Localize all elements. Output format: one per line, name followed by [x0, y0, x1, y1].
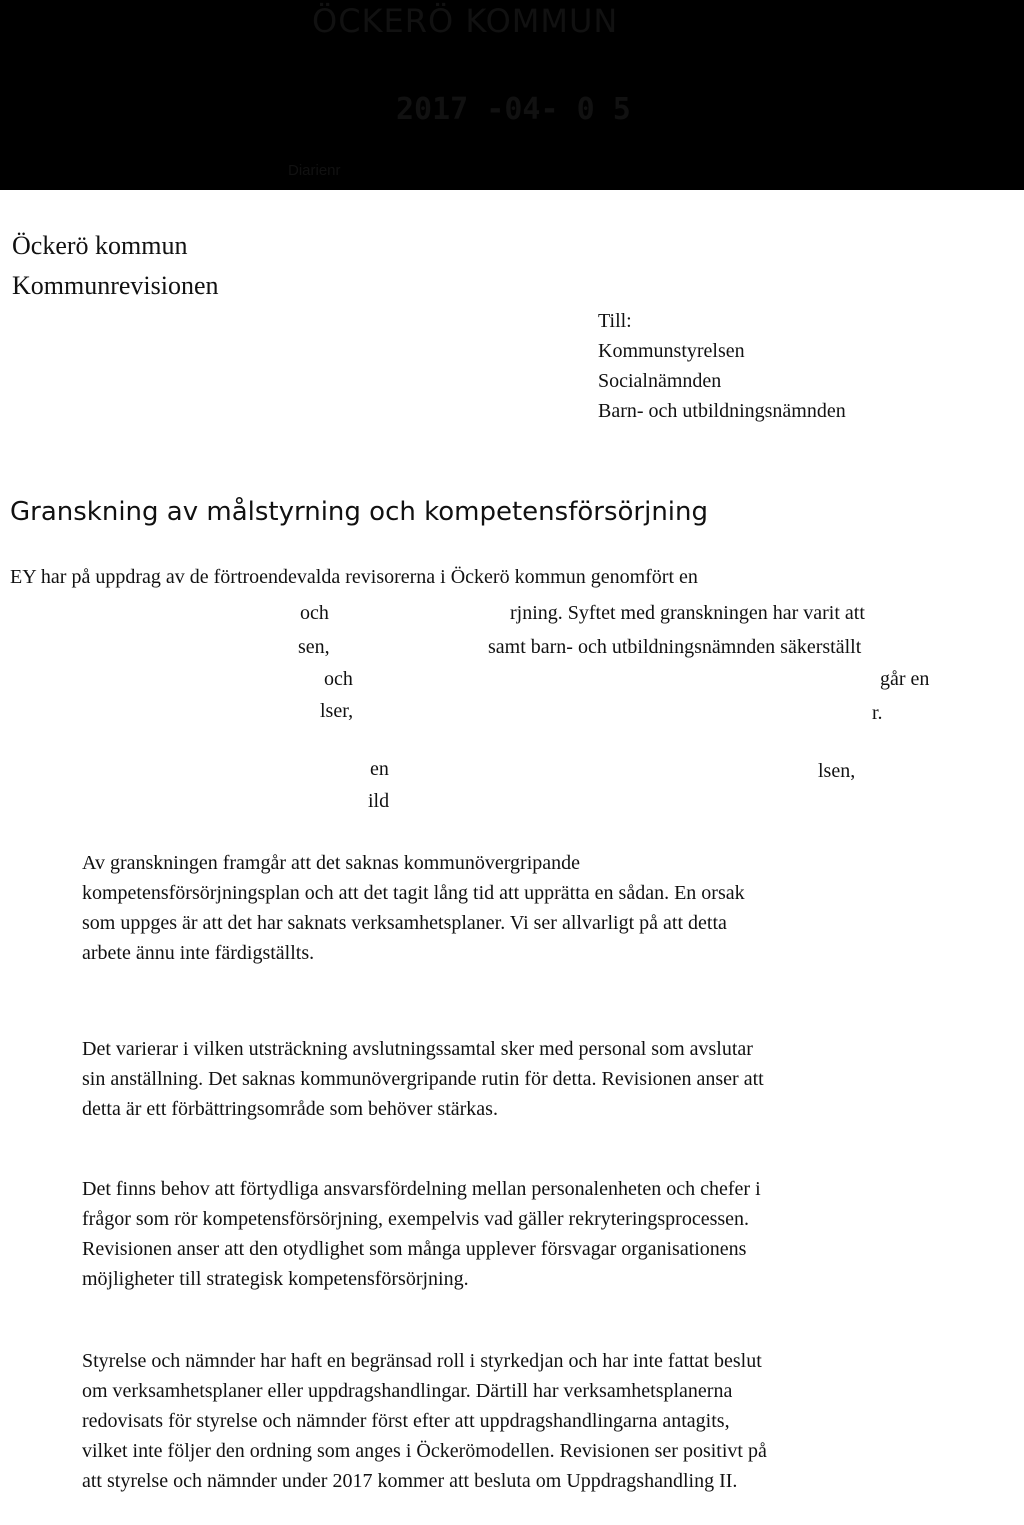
recipient-item: Kommunstyrelsen	[598, 340, 745, 362]
recipient-item: Socialnämnden	[598, 370, 722, 392]
recipient-label: Till:	[598, 310, 632, 332]
intro-fragment: samt barn- och utbildningsnämnden säkerställt	[488, 636, 862, 658]
paragraph-line: arbete ännu inte färdigställts.	[82, 942, 315, 964]
body-paragraph	[82, 1346, 1012, 1496]
paragraph-line: Revisionen anser att den otydlighet som många upplever försvagar organisationens	[82, 1238, 747, 1260]
paragraph-line: som uppges är att det har saknats verksamhetsplaner. Vi ser allvarligt på att detta	[82, 912, 727, 934]
paragraph-line: Styrelse och nämnder har haft en begränsad roll i styrkedjan och har inte fattat beslut	[82, 1350, 762, 1372]
paragraph-line: kompetensförsörjningsplan och att det tagit lång tid att upprätta en sådan. En orsak	[82, 882, 745, 904]
sender-block	[12, 226, 219, 306]
paragraph-line: Det finns behov att förtydliga ansvarsfördelning mellan personalenheten och chefer i	[82, 1178, 761, 1200]
body-paragraph	[82, 848, 1012, 968]
sender-line: Öckerö kommun	[12, 231, 188, 260]
intro-fragment: sen,	[298, 636, 330, 658]
paragraph-line: möjligheter till strategisk kompetensförsörjning.	[82, 1268, 469, 1290]
intro-fragment: och	[324, 668, 353, 690]
paragraph-line: Av granskningen framgår att det saknas kommunövergripande	[82, 852, 581, 874]
document-heading: Granskning av målstyrning och kompetensförsörjning	[10, 497, 709, 527]
intro-fragment: lsen,	[818, 760, 856, 782]
paragraph-line: Det varierar i vilken utsträckning avslutningssamtal sker med personal som avslutar	[82, 1038, 753, 1060]
intro-fragment: ild	[368, 790, 390, 812]
paragraph-line: redovisats för styrelse och nämnder först efter att uppdragshandlingarna antagits,	[82, 1410, 730, 1432]
paragraph-line: sin anställning. Det saknas kommunövergripande rutin för detta. Revisionen anser att	[82, 1068, 764, 1090]
sender-line: Kommunrevisionen	[12, 271, 219, 300]
intro-line: EY har på uppdrag av de förtroendevalda revisorerna i Öckerö kommun genomfört en	[10, 566, 698, 588]
paragraph-line: frågor som rör kompetensförsörjning, exempelvis vad gäller rekryteringsprocessen.	[82, 1208, 750, 1230]
intro-fragment: går en	[880, 668, 930, 690]
paragraph-line: vilket inte följer den ordning som anges i Öckerömodellen. Revisionen ser positivt på	[82, 1440, 767, 1462]
paragraph-line: om verksamhetsplaner eller uppdragshandlingar. Därtill har verksamhetsplanerna	[82, 1380, 733, 1402]
intro-fragment: lser,	[320, 700, 354, 722]
intro-fragment: rjning. Syftet med granskningen har varit att	[510, 602, 865, 624]
body-paragraph	[82, 1174, 1012, 1294]
stamp-date: 2017 -04- 0 5	[396, 92, 631, 127]
recipient-block	[598, 306, 846, 426]
stamp-title: ÖCKERÖ KOMMUN	[312, 2, 619, 40]
stamp-diarienr: Diarienr	[288, 162, 341, 179]
intro-fragment: och	[300, 602, 329, 624]
intro-fragment: en	[370, 758, 389, 780]
recipient-item: Barn- och utbildningsnämnden	[598, 400, 846, 422]
paragraph-line: detta är ett förbättringsområde som behöver stärkas.	[82, 1098, 498, 1120]
paragraph-line: att styrelse och nämnder under 2017 kommer att besluta om Uppdragshandling II.	[82, 1470, 738, 1492]
intro-fragment: r.	[872, 702, 883, 724]
received-stamp	[0, 0, 1024, 190]
body-paragraph	[82, 1034, 1012, 1124]
